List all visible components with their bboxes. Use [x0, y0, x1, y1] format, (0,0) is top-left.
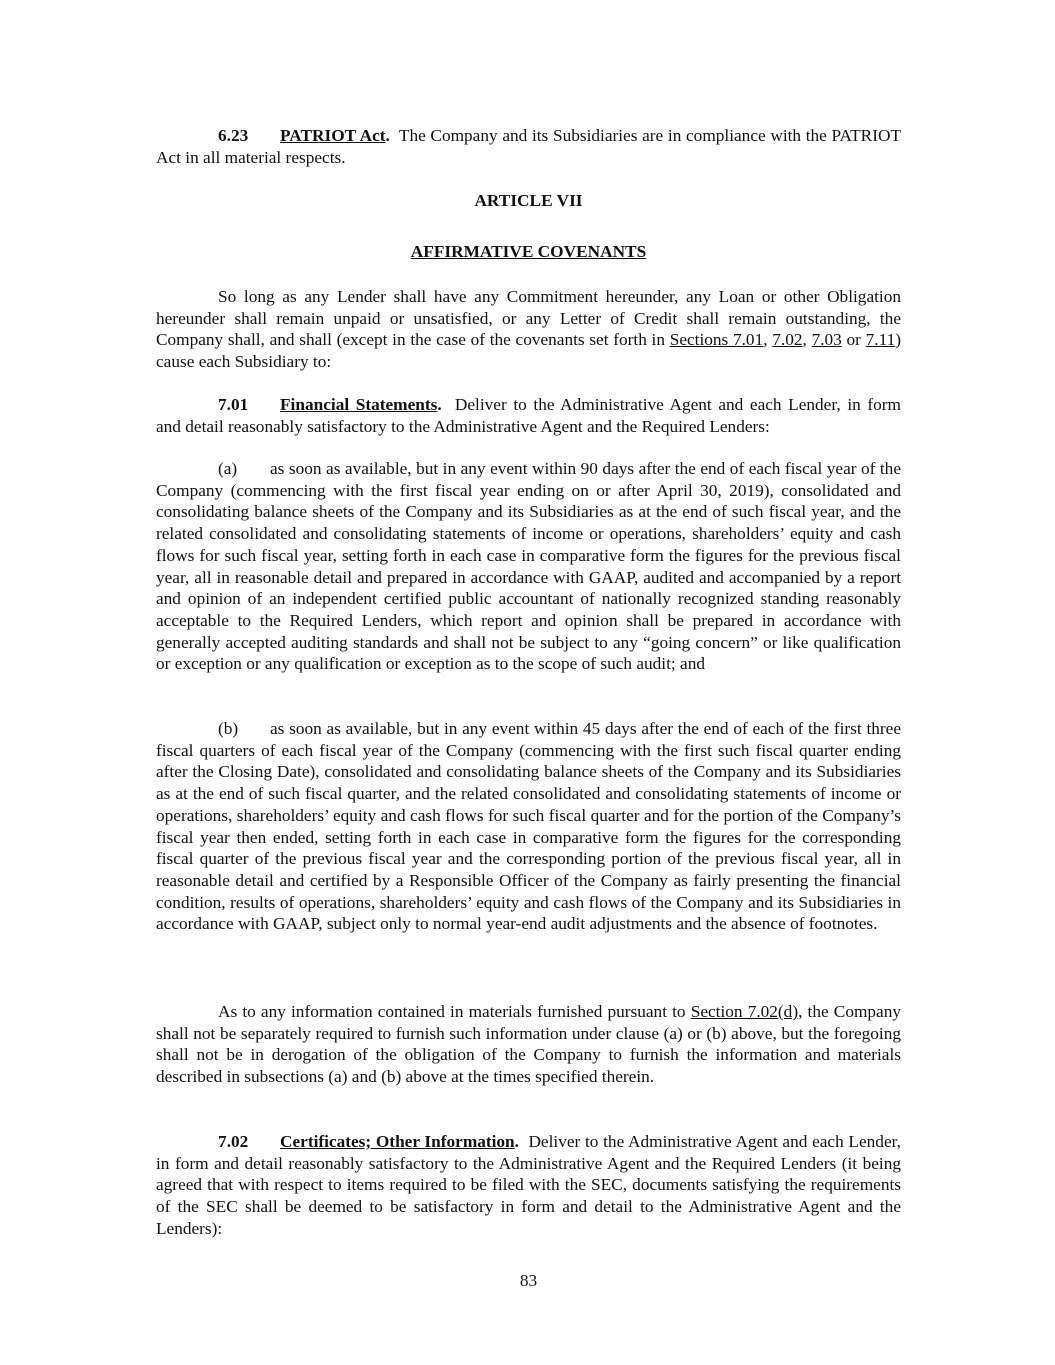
- section-reference: 7.02: [772, 330, 803, 350]
- intro-separator: or: [841, 330, 866, 350]
- clause-label: (a): [218, 459, 238, 478]
- section-number: 6.23: [218, 126, 249, 145]
- section-number: 7.01: [218, 395, 249, 414]
- article-title: AFFIRMATIVE COVENANTS: [410, 242, 647, 261]
- page-number: 83: [519, 1271, 538, 1290]
- paragraph-text: As to any information contained in materials furnished pursuant to: [218, 1002, 691, 1021]
- information-paragraph: [156, 1001, 901, 1088]
- intro-text: So long as any Lender shall have any Commitment hereunder, any Loan or other Obligation hereunder shall remain unpaid or unsatisfied, or any Letter of Credit shall remain outstanding, the Company shall, and shall (except in the case of the covenants set forth in: [156, 287, 901, 350]
- section-6-23: 6.23 PATRIOT Act. The Company and its Subsidiaries are in compliance with the PATRIOT Act in all material respects.: [156, 126, 901, 167]
- clause-b: [156, 718, 901, 935]
- section-title: Certificates; Other Information: [280, 1132, 515, 1151]
- article-heading: ARTICLE VII: [474, 191, 583, 210]
- intro-separator: ,: [802, 330, 812, 350]
- clause-text: as soon as available, but in any event within 45 days after the end of each of the first three fiscal quarters of each fiscal year of the Company (commencing with the first such fiscal quarter ending after the Closing Date), consolidated and consolidating balance sheets of the Company and its Subsidiaries as at the end of such fiscal quarter, and the related consolidated and consolidating statements of income or operations, shareholders’ equity and cash flows for such fiscal quarter and for the portion of the Company’s fiscal year then ended, setting forth in each case in comparative form the figures for the corresponding fiscal quarter of the previous fiscal year and the corresponding portion of the previous fiscal year, all in reasonable detail and certified by a Responsible Officer of the Company as fairly presenting the financial condition, results of operations, shareholders’ equity and cash flows of the Company and its Subsidiaries in accordance with GAAP, subject only to normal year-end audit adjustments and the absence of footnotes.: [156, 719, 901, 934]
- clause-a: [156, 458, 901, 675]
- section-reference: Section 7.02(d): [690, 1002, 799, 1021]
- article-intro: [156, 286, 901, 373]
- section-7-01: 7.01 Financial Statements. Deliver to the Administrative Agent and each Lender, in form and detail reasonably satisfactory to the Administrative Agent and the Required Lenders:: [156, 395, 902, 436]
- clause-text: as soon as available, but in any event within 90 days after the end of each fiscal year of the Company (commencing with the first fiscal year ending on or after April 30, 2019), consolidated and consolidating balance sheets of the Company and its Subsidiaries as at the end of such fiscal year, and the related consolidated and consolidating statements of income or operations, shareholders’ equity and cash flows for such fiscal year, setting forth in each case in comparative form the figures for the previous fiscal year, all in reasonable detail and prepared in accordance with GAAP, audited and accompanied by a report and opinion of an independent certified public accountant of nationally recognized standing reasonably acceptable to the Required Lenders, which report and opinion shall be prepared in accordance with generally accepted auditing standards and shall not be subject to any “going concern” or like qualification or exception or any qualification or exception as to the scope of such audit; and: [156, 459, 901, 674]
- section-7-02: 7.02 Certificates; Other Information. Deliver to the Administrative Agent and each Lender, in form and detail reasonably satisfactory to the Administrative Agent and the Required Lenders (it being agreed that with respect to items required to be filed with the SEC, documents satisfying the requirements of the SEC shall be deemed to be satisfactory in form and detail to the Administrative Agent and the Lenders):: [156, 1132, 901, 1238]
- section-title: PATRIOT Act: [280, 126, 386, 145]
- intro-separator: ,: [763, 330, 773, 350]
- clause-label: (b): [218, 719, 239, 738]
- section-title: Financial Statements: [280, 395, 438, 414]
- section-body: The Company and its Subsidiaries are in compliance with the PATRIOT Act in all material respects.: [156, 126, 901, 167]
- section-number: 7.02: [218, 1132, 249, 1151]
- section-reference: 7.03: [811, 330, 842, 350]
- intro-text: ) cause each Subsidiary to:: [156, 330, 902, 372]
- section-reference: 7.11: [865, 330, 896, 350]
- section-body: Deliver to the Administrative Agent and each Lender, in form and detail reasonably satisfactory to the Administrative Agent and the Required Lenders (it being agreed that with respect to items required to be filed with the SEC, documents satisfying the requirements of the SEC shall be deemed to be satisfactory in form and detail to the Administrative Agent and the Lenders):: [156, 1132, 901, 1238]
- paragraph-text: , the Company shall not be separately required to furnish such information under clause (a) or (b) above, but the foregoing shall not be in derogation of the obligation of the Company to furnish the information and materials described in subsections (a) and (b) above at the times specified therein.: [156, 1002, 901, 1087]
- section-reference: Sections 7.01: [669, 330, 764, 350]
- section-body: Deliver to the Administrative Agent and each Lender, in form and detail reasonably satisfactory to the Administrative Agent and the Required Lenders:: [156, 395, 902, 436]
